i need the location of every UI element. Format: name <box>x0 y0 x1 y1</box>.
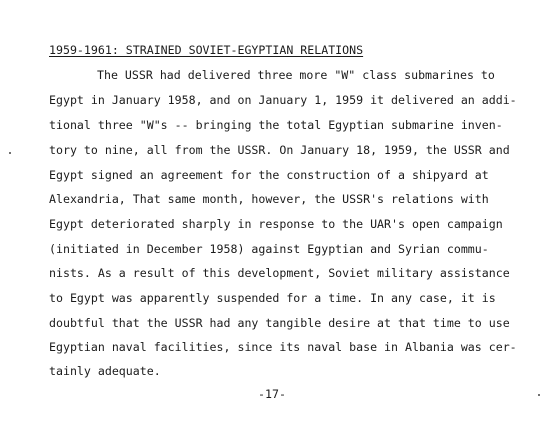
paragraph-line: doubtful that the USSR had any tangible desire at that time to use <box>49 316 510 330</box>
paragraph-line: Alexandria, That same month, however, the USSR's relations with <box>49 192 489 206</box>
paragraph-line: (initiated in December 1958) against Egyptian and Syrian commu- <box>49 242 489 256</box>
section-heading: 1959-1961: STRAINED SOVIET-EGYPTIAN RELATIONS <box>49 43 364 57</box>
paragraph-line: Egypt signed an agreement for the construction of a shipyard at <box>49 168 489 182</box>
paragraph-line: The USSR had delivered three more "W" class submarines to <box>97 68 495 82</box>
paragraph-line: to Egypt was apparently suspended for a time. In any case, it is <box>49 291 496 305</box>
paragraph-line: nists. As a result of this development, Soviet military assistance <box>49 266 510 280</box>
paragraph-line: tional three "W"s -- bringing the total Egyptian submarine inven- <box>49 118 503 132</box>
paragraph-line: tainly adequate. <box>49 364 161 378</box>
scan-speck <box>538 394 540 396</box>
paragraph-line: Egypt deteriorated sharply in response to the UAR's open campaign <box>49 217 503 231</box>
page-number: -17- <box>258 387 286 401</box>
paragraph-line: Egyptian naval facilities, since its naval base in Albania was cer- <box>49 340 517 354</box>
paragraph-line: Egypt in January 1958, and on January 1, 1959 it delivered an addi- <box>49 93 517 107</box>
scan-speck <box>9 152 11 154</box>
paragraph-line: tory to nine, all from the USSR. On January 18, 1959, the USSR and <box>49 143 510 157</box>
